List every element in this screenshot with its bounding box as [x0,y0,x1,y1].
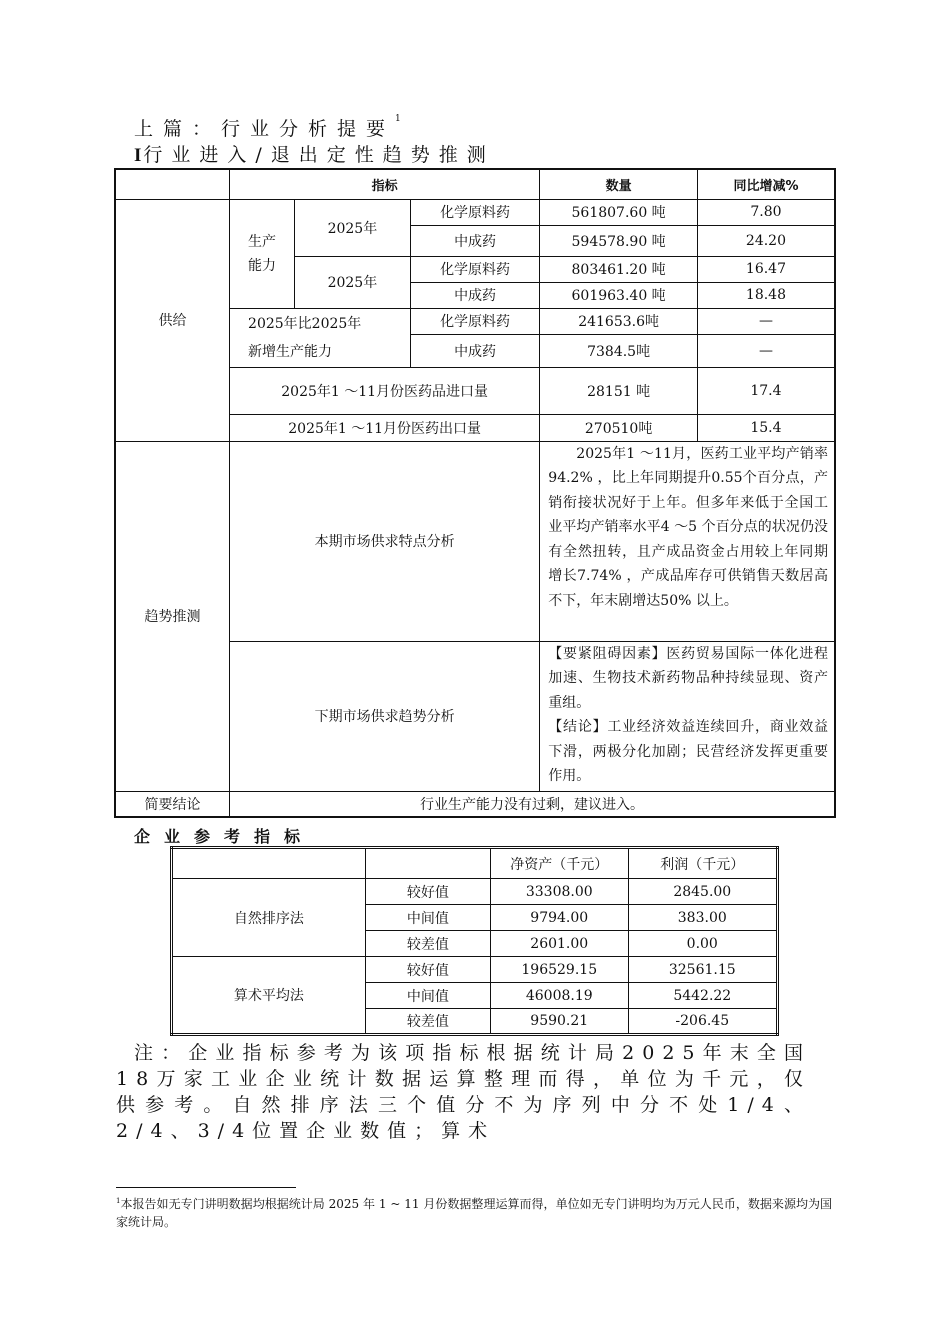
quantity-cell: 561807.60 吨 [540,199,698,225]
next-analysis-text [540,641,835,791]
quantity-cell: 601963.40 吨 [540,282,698,308]
good-label: 较好值 [365,879,490,905]
corner-cell [365,848,490,879]
corner-cell [115,169,230,199]
header-profit: 利润（千元） [628,848,777,879]
chem-label: 化学原料药 [410,308,539,334]
table-row [172,957,778,983]
table-row [115,791,835,817]
value-cell: -206.45 [628,1009,777,1035]
yoy-cell: — [697,334,835,367]
header-quantity: 数量 [540,169,698,199]
table-header-row [115,169,835,199]
tcm-label: 中成药 [410,225,539,256]
value-cell: 2601.00 [490,931,628,957]
quantity-cell: 594578.90 吨 [540,225,698,256]
table-row [115,199,835,225]
header-net-assets: 净资产（千元） [490,848,628,879]
yoy-cell: 15.4 [697,414,835,441]
next-factors-text: 【要紧阻碍因素】医药贸易国际一体化进程加速、生物技术新药物品种持续显现、资产重组。 [548,645,828,711]
export-label: 2025年1 ～11月份医药出口量 [230,414,540,441]
note-paragraph: 注：企业指标参考为该项指标根据统计局2025年末全国18万家工业企业统计数据运算整理而得，单位为千元，仅供参考。自然排序法三个值分不为序列中分不处1/4、2/4、3/4位置企业数值；算术 [116,1042,811,1142]
header-indicator: 指标 [230,169,540,199]
capacity-label: 生产能力 [230,199,295,308]
conclusion-text: 行业生产能力没有过剩，建议进入。 [230,791,835,817]
value-cell: 196529.15 [490,957,628,983]
year-a-label: 2025年 [294,199,410,256]
yoy-cell: 18.48 [697,282,835,308]
mid-label: 中间值 [365,905,490,931]
footnote-mark: 1 [116,1197,121,1205]
value-cell: 2845.00 [628,879,777,905]
footnote-divider [116,1187,296,1188]
reference-table [170,846,779,1036]
table-row [115,441,835,641]
corner-cell [172,848,366,879]
footnote [116,1192,832,1231]
yoy-cell: — [697,308,835,334]
yoy-cell: 16.47 [697,256,835,282]
value-cell: 9794.00 [490,905,628,931]
quantity-cell: 270510吨 [540,414,698,441]
yoy-cell: 7.80 [697,199,835,225]
footnote-ref: 1 [395,114,401,124]
next-conclusion-text: 【结论】工业经济效益连续回升，商业效益下滑，两极分化加剧；民营经济发挥更重要作用。 [548,719,828,784]
trend-label: 趋势推测 [115,441,230,791]
natural-method-label: 自然排序法 [172,879,366,957]
value-cell: 9590.21 [490,1009,628,1035]
quantity-cell: 803461.20 吨 [540,256,698,282]
tcm-label: 中成药 [410,282,539,308]
value-cell: 46008.19 [490,983,628,1009]
mid-label: 中间值 [365,983,490,1009]
chem-label: 化学原料药 [410,256,539,282]
header-yoy: 同比增减% [697,169,835,199]
ref-header-row [172,848,778,879]
footnote-text: 本报告如无专门讲明数据均根据统计局 2025 年 1 ~ 11 月份数据整理运算而得，单位如无专门讲明均为万元人民币，数据来源均为国家统计局。 [116,1197,832,1229]
quantity-cell: 28151 吨 [540,367,698,414]
value-cell: 5442.22 [628,983,777,1009]
year-b-label: 2025年 [294,256,410,308]
chem-label: 化学原料药 [410,199,539,225]
yoy-cell: 17.4 [697,367,835,414]
table-row [172,879,778,905]
next-analysis-label: 下期市场供求趋势分析 [230,641,540,791]
quantity-cell: 241653.6吨 [540,308,698,334]
import-label: 2025年1 ～11月份医药品进口量 [230,367,540,414]
conclusion-label: 简要结论 [115,791,230,817]
good-label: 较好值 [365,957,490,983]
tcm-label: 中成药 [410,334,539,367]
trend-table [114,168,836,818]
yoy-cell: 24.20 [697,225,835,256]
subsection-heading: I行业进入/退出定性趋势推测 [134,144,495,166]
value-cell: 0.00 [628,931,777,957]
current-analysis-label: 本期市场供求特点分析 [230,441,540,641]
value-cell: 32561.15 [628,957,777,983]
quantity-cell: 7384.5吨 [540,334,698,367]
value-cell: 383.00 [628,905,777,931]
poor-label: 较差值 [365,931,490,957]
current-analysis-text: 2025年1 ～11月，医药工业平均产销率94.2% ，比上年同期提升0.55个百分点，产销衔接状况好于上年。但多年来低于全国工业平均产销率水平4 ～5 个百分点的状况仍没有全然扭转，且产成品资金占用较上年同期增长7.74% ，产成品库存可供销售天数居高不下，年末剧增达50% 以上。 [540,441,835,641]
section-heading: 上篇：行业分析提要$^1$ [134,114,401,140]
new-capacity-label: 2025年比2025年新增生产能力 [230,308,411,367]
supply-label: 供给 [115,199,230,441]
poor-label: 较差值 [365,1009,490,1035]
arith-method-label: 算术平均法 [172,957,366,1035]
value-cell: 33308.00 [490,879,628,905]
reference-heading: 企业参考指标 [134,827,315,846]
